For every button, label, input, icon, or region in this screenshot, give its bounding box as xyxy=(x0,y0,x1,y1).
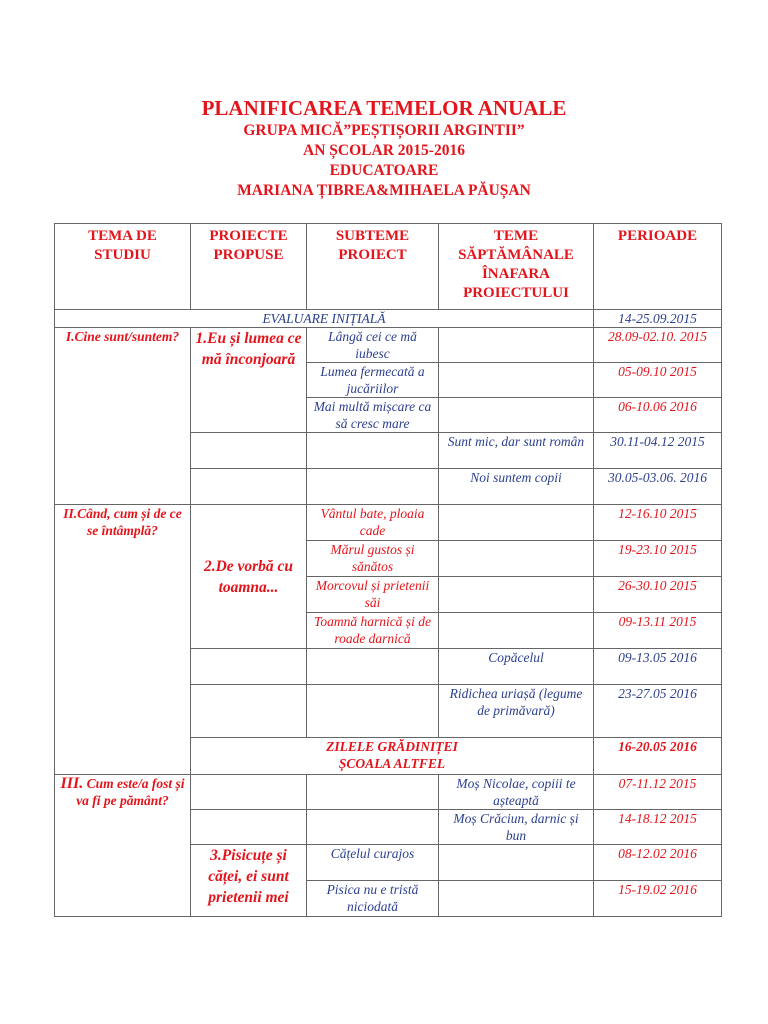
school-year: AN ȘCOLAR 2015-2016 xyxy=(303,142,465,159)
special-event xyxy=(191,738,594,775)
table-row xyxy=(55,310,722,328)
theme-3-prefix: III. xyxy=(60,775,84,792)
weekly-cell: Noi suntem copii xyxy=(439,469,594,505)
subtheme-cell: Vântul bate, ploaia cade xyxy=(307,505,439,541)
special-line-1: ZILELE GRĂDINIȚEI xyxy=(326,739,458,754)
table-row xyxy=(55,328,722,363)
period-cell: 09-13.05 2016 xyxy=(594,649,722,685)
period-cell: 19-23.10 2015 xyxy=(594,541,722,577)
project-3: 3.Pisicuțe și căței, ei sunt prietenii mei xyxy=(191,845,307,917)
subtheme-cell: Mărul gustos și sănătos xyxy=(307,541,439,577)
header-subthemes: SUBTEME PROIECT xyxy=(307,224,439,310)
table-row xyxy=(55,505,722,541)
weekly-cell xyxy=(439,541,594,577)
subtheme-cell xyxy=(307,810,439,845)
theme-1: I.Cine sunt/suntem? xyxy=(55,328,191,505)
period-cell: 26-30.10 2015 xyxy=(594,577,722,613)
period-cell: 23-27.05 2016 xyxy=(594,685,722,738)
subtheme-cell: Cățelul curajos xyxy=(307,845,439,881)
period-cell: 08-12.02 2016 xyxy=(594,845,722,881)
header-periods: PERIOADE xyxy=(594,224,722,310)
period-cell: 30.11-04.12 2015 xyxy=(594,433,722,469)
weekly-cell xyxy=(439,398,594,433)
evaluation-label: EVALUARE INIȚIALĂ xyxy=(55,310,594,328)
subtheme-cell: Pisica nu e tristă niciodată xyxy=(307,881,439,917)
header-theme: TEMA DE STUDIU xyxy=(55,224,191,310)
weekly-cell: Sunt mic, dar sunt român xyxy=(439,433,594,469)
subtheme-cell xyxy=(307,433,439,469)
empty-project-cell xyxy=(191,649,307,685)
planning-table xyxy=(54,223,722,917)
weekly-cell: Moș Crăciun, darnic și bun xyxy=(439,810,594,845)
theme-3 xyxy=(55,775,191,917)
empty-project-cell xyxy=(191,775,307,810)
special-line-2: ȘCOALA ALTFEL xyxy=(338,756,446,771)
subtheme-cell: Mai multă mișcare ca să cresc mare xyxy=(307,398,439,433)
period-cell: 15-19.02 2016 xyxy=(594,881,722,917)
role-label: EDUCATOARE xyxy=(329,162,439,179)
weekly-cell: Moș Nicolae, copiii te așteaptă xyxy=(439,775,594,810)
empty-project-cell xyxy=(191,685,307,738)
subtheme-cell xyxy=(307,685,439,738)
document-title: PLANIFICAREA TEMELOR ANUALE xyxy=(201,96,567,120)
evaluation-period: 14-25.09.2015 xyxy=(594,310,722,328)
weekly-cell xyxy=(439,881,594,917)
period-cell: 07-11.12 2015 xyxy=(594,775,722,810)
empty-project-cell xyxy=(191,810,307,845)
subtheme-cell: Toamnă harnică și de roade darnică xyxy=(307,613,439,649)
subtheme-cell: Lângă cei ce mă iubesc xyxy=(307,328,439,363)
project-2: 2.De vorbă cu toamna... xyxy=(191,505,307,649)
weekly-cell xyxy=(439,328,594,363)
subtheme-cell xyxy=(307,649,439,685)
header-projects: PROIECTE PROPUSE xyxy=(191,224,307,310)
table-row xyxy=(55,775,722,810)
project-1: 1.Eu și lumea ce mă înconjoară xyxy=(191,328,307,433)
period-cell: 30.05-03.06. 2016 xyxy=(594,469,722,505)
theme-3-text: Cum este/a fost și va fi pe pământ? xyxy=(76,776,185,808)
header-weekly: TEME SĂPTĂMÂNALE ÎNAFARA PROIECTULUI xyxy=(439,224,594,310)
period-cell: 28.09-02.10. 2015 xyxy=(594,328,722,363)
weekly-cell xyxy=(439,613,594,649)
weekly-cell xyxy=(439,845,594,881)
document-header xyxy=(0,95,768,201)
special-period: 16-20.05 2016 xyxy=(594,738,722,775)
subtheme-cell xyxy=(307,775,439,810)
period-cell: 12-16.10 2015 xyxy=(594,505,722,541)
weekly-cell: Copăcelul xyxy=(439,649,594,685)
period-cell: 05-09.10 2015 xyxy=(594,363,722,398)
weekly-cell xyxy=(439,577,594,613)
period-cell: 14-18.12 2015 xyxy=(594,810,722,845)
empty-project-cell xyxy=(191,469,307,505)
subtheme-cell: Morcovul și prietenii săi xyxy=(307,577,439,613)
period-cell: 06-10.06 2016 xyxy=(594,398,722,433)
empty-project-cell xyxy=(191,433,307,469)
theme-2: II.Când, cum și de ce se întâmplă? xyxy=(55,505,191,775)
weekly-cell: Ridichea uriașă (legume de primăvară) xyxy=(439,685,594,738)
weekly-cell xyxy=(439,505,594,541)
group-name: GRUPA MICĂ”PEȘTIȘORII ARGINTII” xyxy=(243,122,525,139)
teacher-names: MARIANA ȚIBREA&MIHAELA PĂUȘAN xyxy=(237,182,531,199)
period-cell: 09-13.11 2015 xyxy=(594,613,722,649)
table-header-row xyxy=(55,224,722,310)
weekly-cell xyxy=(439,363,594,398)
subtheme-cell xyxy=(307,469,439,505)
subtheme-cell: Lumea fermecată a jucăriilor xyxy=(307,363,439,398)
